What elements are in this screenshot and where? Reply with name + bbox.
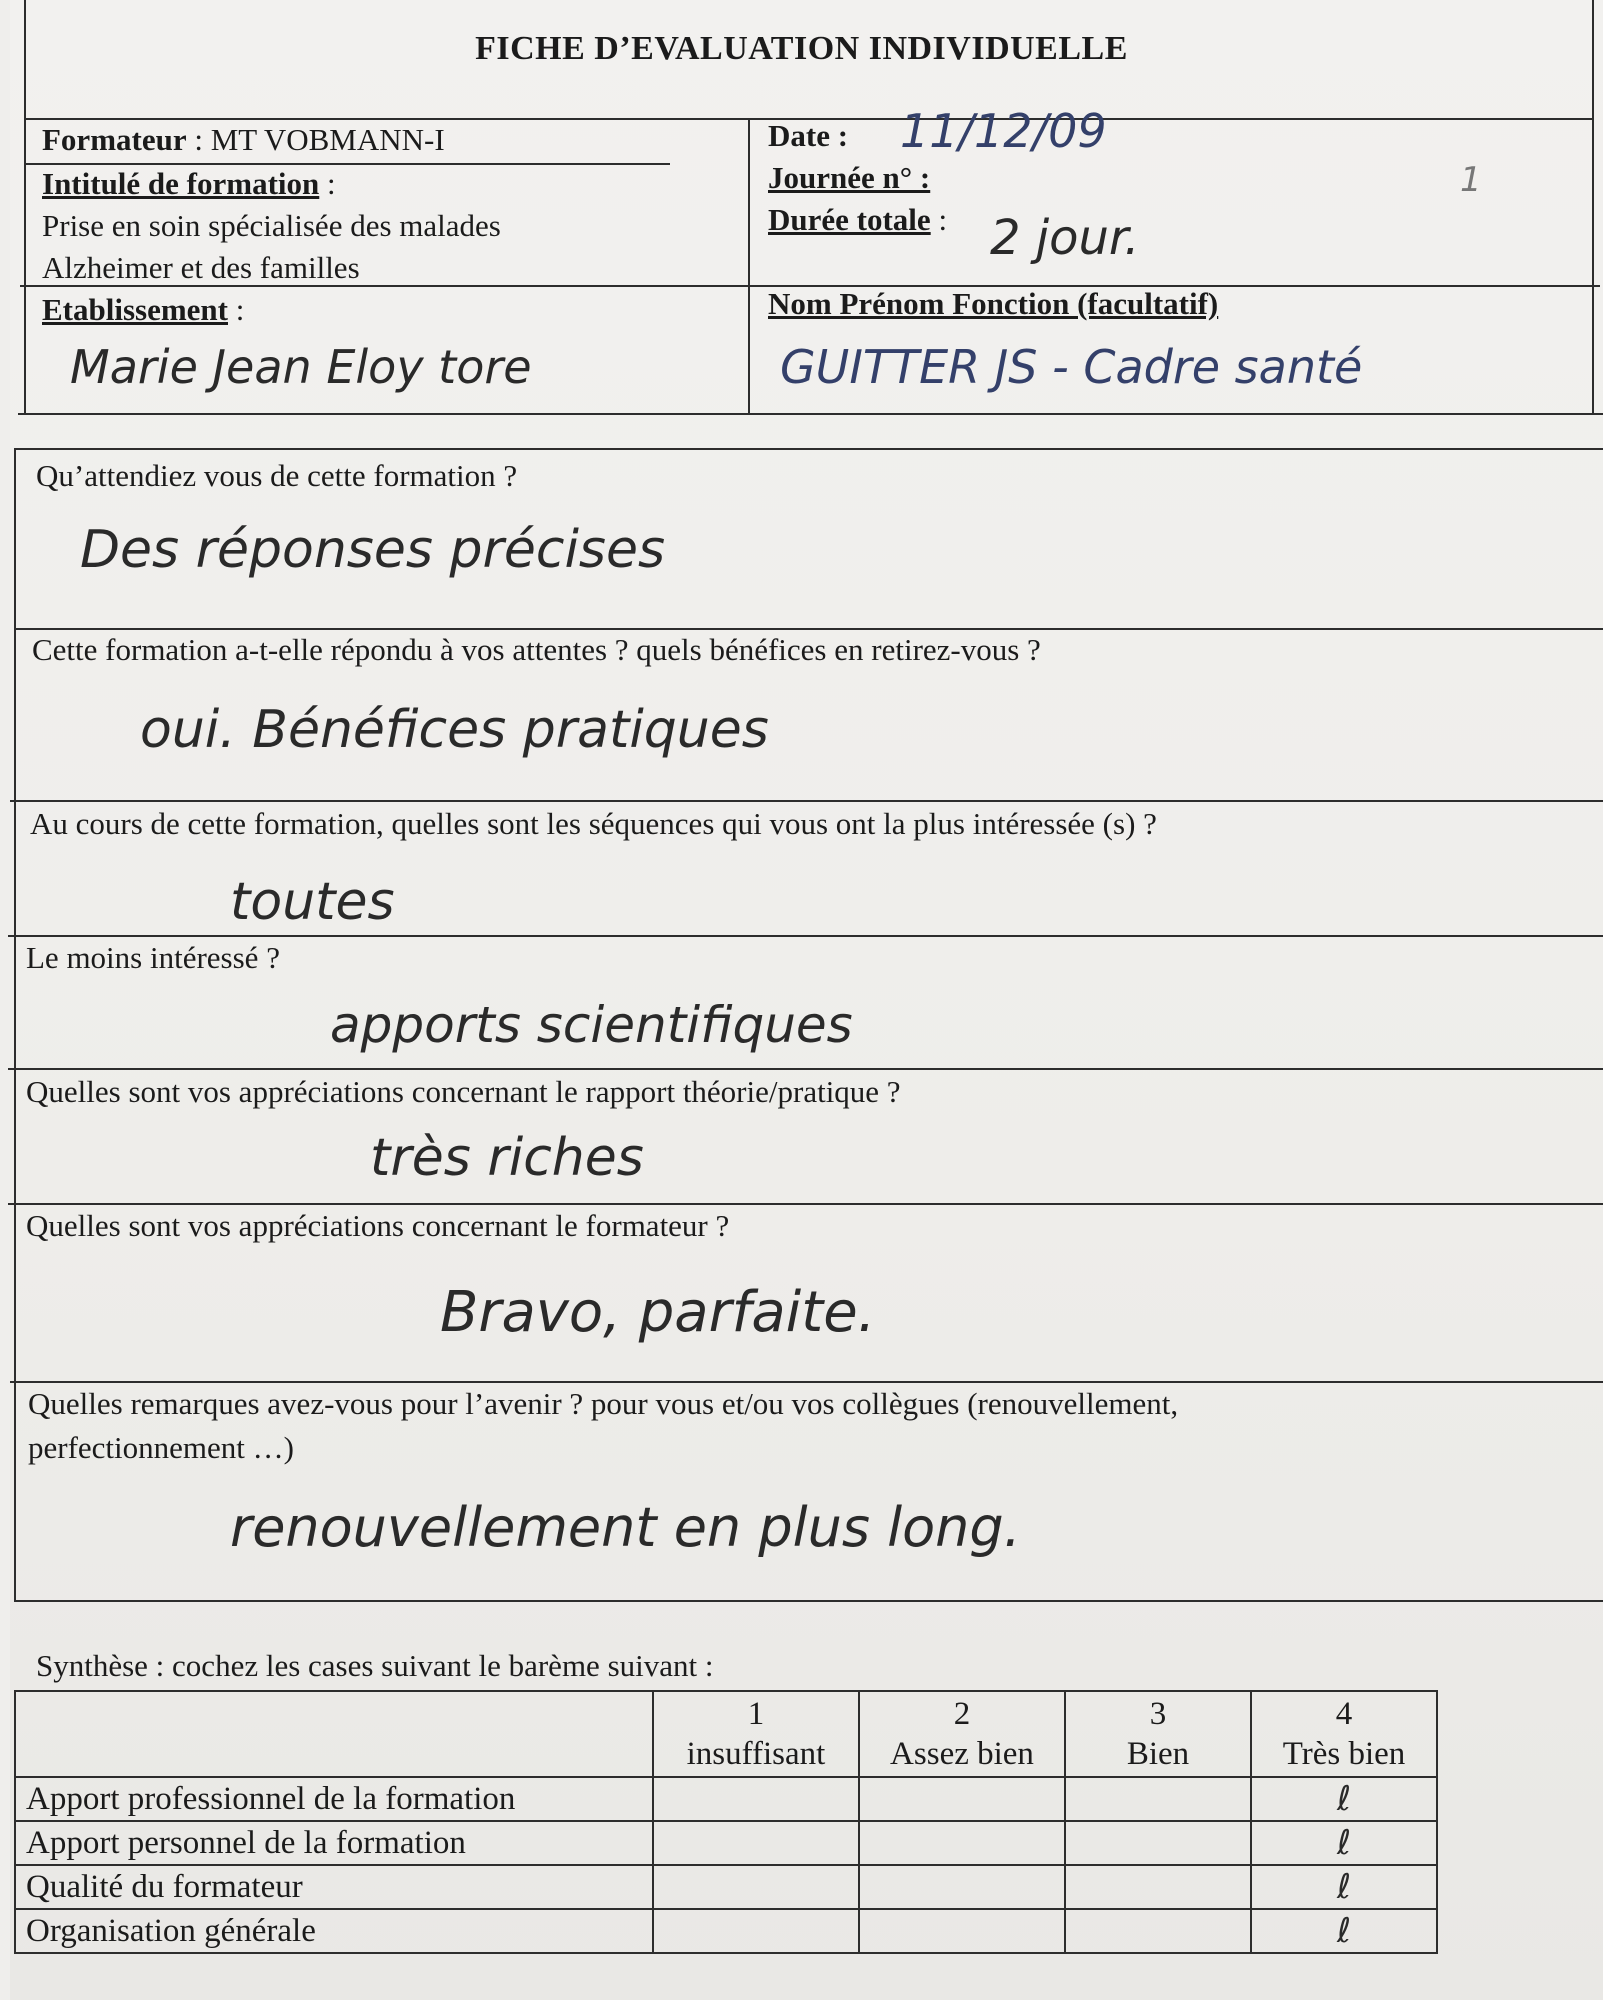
- question-3: Au cours de cette formation, quelles sont les séquences qui vous ont la plus intéressée (s) ?: [30, 806, 1157, 841]
- checkbox-cell[interactable]: [1065, 1777, 1251, 1821]
- divider: [24, 163, 670, 165]
- nom-label: Nom Prénom Fonction (facultatif): [768, 286, 1219, 321]
- journee-label: Journée n° :: [768, 160, 931, 195]
- checkbox-cell[interactable]: [653, 1909, 859, 1953]
- divider: [8, 1068, 1603, 1070]
- duree-label: Durée totale: [768, 202, 931, 237]
- table-row: [15, 1821, 1437, 1865]
- answer-2: oui. Bénéfices pratiques: [140, 700, 769, 760]
- col-header-4: 4 Très bien: [1251, 1691, 1437, 1777]
- intitule-line1: Prise en soin spécialisée des malades: [42, 208, 501, 243]
- divider: [14, 448, 16, 1600]
- nom-value: GUITTER JS - Cadre santé: [780, 340, 1363, 394]
- question-1: Qu’attendiez vous de cette formation ?: [36, 458, 518, 493]
- checkbox-cell[interactable]: ℓ: [1251, 1865, 1437, 1909]
- checkbox-cell[interactable]: [653, 1777, 859, 1821]
- checkbox-cell[interactable]: ℓ: [1251, 1777, 1437, 1821]
- table-row: [15, 1909, 1437, 1953]
- row-label: Organisation générale: [15, 1909, 653, 1953]
- answer-4: apports scientifiques: [330, 996, 853, 1054]
- etab-label: Etablissement: [42, 292, 228, 327]
- checkbox-cell[interactable]: [653, 1821, 859, 1865]
- page-title: FICHE D’EVALUATION INDIVIDUELLE: [475, 30, 1128, 67]
- answer-3: toutes: [230, 872, 395, 932]
- duree-row: [768, 202, 947, 238]
- etab-sep: :: [235, 292, 245, 327]
- col-header-1: 1 insuffisant: [653, 1691, 859, 1777]
- divider: [8, 935, 1603, 937]
- question-7-cont: perfectionnement …): [28, 1430, 294, 1465]
- formateur-row: [42, 122, 445, 158]
- question-6: Quelles sont vos appréciations concernant le formateur ?: [26, 1208, 730, 1243]
- nom-row: [768, 286, 1218, 322]
- checkbox-cell[interactable]: [1065, 1909, 1251, 1953]
- checkbox-cell[interactable]: [859, 1821, 1065, 1865]
- divider: [14, 448, 1603, 450]
- divider: [24, 0, 26, 414]
- table-row: [15, 1865, 1437, 1909]
- duree-sep: :: [938, 202, 948, 237]
- duree-value: 2 jour.: [990, 210, 1140, 266]
- divider: [18, 413, 1603, 415]
- answer-5: très riches: [370, 1128, 644, 1188]
- corner-cell: [15, 1691, 653, 1777]
- divider: [1592, 0, 1594, 414]
- divider: [748, 118, 750, 414]
- divider: [14, 628, 1603, 630]
- checkbox-cell[interactable]: ℓ: [1251, 1821, 1437, 1865]
- intitule-sep: :: [327, 166, 336, 201]
- checkbox-cell[interactable]: [1065, 1865, 1251, 1909]
- table-header-row: [15, 1691, 1437, 1777]
- question-5: Quelles sont vos appréciations concernant le rapport théorie/pratique ?: [26, 1074, 901, 1109]
- date-row: [768, 118, 848, 154]
- formateur-label: Formateur: [42, 122, 187, 157]
- row-label: Apport personnel de la formation: [15, 1821, 653, 1865]
- journee-value: 1: [1460, 160, 1482, 200]
- checkbox-cell[interactable]: [653, 1865, 859, 1909]
- answer-7: renouvellement en plus long.: [230, 1496, 1021, 1559]
- checkbox-cell[interactable]: [859, 1777, 1065, 1821]
- intitule-row: [42, 166, 336, 202]
- formateur-value: : MT VOBMANN-I: [194, 122, 445, 157]
- table-row: [15, 1777, 1437, 1821]
- checkbox-cell[interactable]: [859, 1865, 1065, 1909]
- checkbox-cell[interactable]: [859, 1909, 1065, 1953]
- intitule-line2: Alzheimer et des familles: [42, 250, 360, 285]
- date-label: Date :: [768, 118, 849, 153]
- row-label: Apport professionnel de la formation: [15, 1777, 653, 1821]
- col-header-2: 2 Assez bien: [859, 1691, 1065, 1777]
- question-2: Cette formation a-t-elle répondu à vos attentes ? quels bénéfices en retirez-vous ?: [32, 632, 1041, 667]
- row-label: Qualité du formateur: [15, 1865, 653, 1909]
- divider: [10, 800, 1603, 802]
- etab-value: Marie Jean Eloy tore: [70, 340, 532, 394]
- answer-6: Bravo, parfaite.: [440, 1280, 876, 1345]
- etab-row: [42, 292, 244, 328]
- synthese-intro: Synthèse : cochez les cases suivant le barème suivant :: [36, 1648, 714, 1683]
- intitule-label: Intitulé de formation: [42, 166, 320, 201]
- checkbox-cell[interactable]: ℓ: [1251, 1909, 1437, 1953]
- divider: [14, 1600, 1603, 1602]
- synthese-table: [14, 1690, 1438, 1954]
- answer-1: Des réponses précises: [80, 520, 666, 580]
- col-header-3: 3 Bien: [1065, 1691, 1251, 1777]
- divider: [8, 1203, 1603, 1205]
- divider: [10, 1381, 1603, 1383]
- question-7: Quelles remarques avez-vous pour l’avenir ? pour vous et/ou vos collègues (renouvellement,: [28, 1386, 1179, 1421]
- date-value: 11/12/09: [900, 104, 1107, 158]
- checkbox-cell[interactable]: [1065, 1821, 1251, 1865]
- journee-row: [768, 160, 930, 196]
- question-4: Le moins intéressé ?: [26, 940, 280, 975]
